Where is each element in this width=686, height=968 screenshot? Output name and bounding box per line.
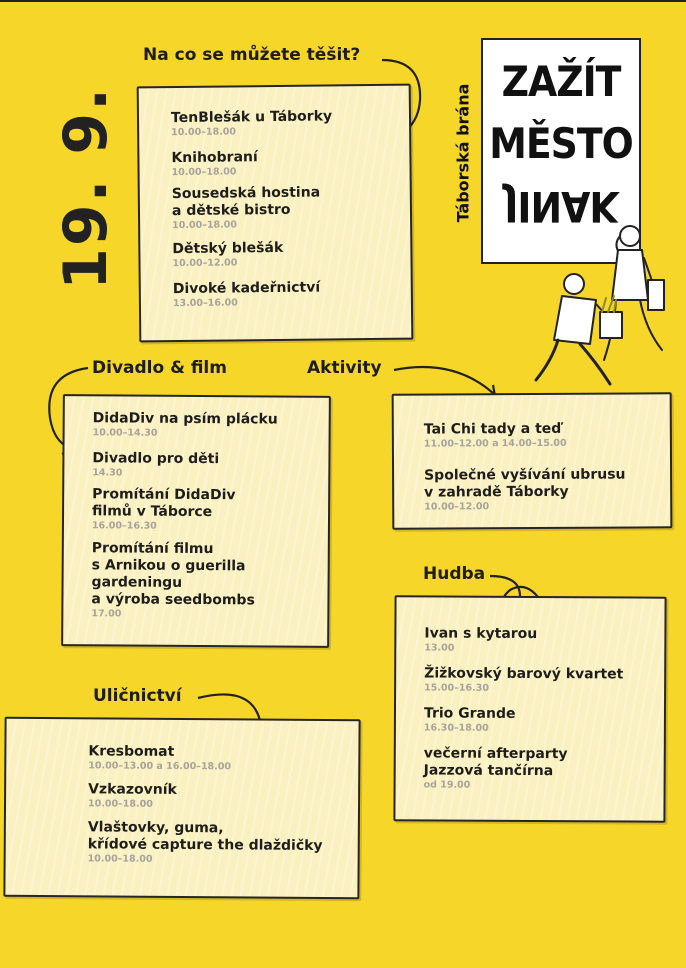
event-title: Divoké kadeřnictví [172, 279, 321, 298]
event-title: Promítání DidaDiv filmů v Táborce [92, 486, 236, 521]
event-time: 11.00–12.00 a 14.00–15.00 [423, 437, 567, 450]
brand-line-3: JINAK [504, 182, 618, 231]
event-title: Promítání filmu s Arnikou o guerilla gardeningu a výroba seedbombs [91, 540, 255, 609]
brand-line-2: MĚSTO [489, 119, 633, 168]
event-title: Sousedská hostina a dětské bistro [171, 184, 321, 220]
list-item [424, 421, 567, 450]
brand-line-1: ZAŽÍT [501, 57, 621, 106]
list-item [91, 540, 255, 620]
list-item [93, 410, 278, 439]
list-item [171, 149, 258, 178]
brand-side-text: Táborská brána [453, 83, 473, 223]
event-time: 14.30 [92, 467, 123, 479]
list-item [92, 450, 219, 479]
event-time: 10.00–12.00 [172, 257, 238, 270]
event-time: 16.30–18.00 [423, 722, 489, 734]
activities-heading: Aktivity [307, 358, 382, 378]
theatre-heading: Divadlo & film [92, 358, 227, 378]
list-item [424, 467, 626, 513]
list-item [172, 240, 283, 269]
event-title: DidaDiv na psím plácku [92, 410, 278, 428]
street-box [3, 717, 360, 899]
list-item [171, 108, 332, 138]
list-item [88, 819, 323, 866]
intro-heading: Na co se můžete těšit? [143, 45, 361, 65]
event-time: 13.00 [424, 642, 455, 654]
list-item [88, 781, 177, 810]
list-item [173, 280, 321, 310]
music-box [393, 595, 666, 822]
event-time: od 19.00 [423, 779, 471, 791]
event-title: Dětský blešák [172, 239, 284, 258]
event-time: 13.00–16.00 [172, 297, 238, 310]
event-title: Vzkazovník [88, 781, 177, 798]
street-heading: Uličnictví [93, 686, 182, 706]
top-border [0, 0, 686, 2]
list-item [424, 745, 568, 791]
event-time: 10.00–18.00 [171, 166, 237, 179]
event-time: 10.00–18.00 [171, 126, 237, 139]
list-item [172, 185, 321, 232]
event-time: 10.00–18.00 [87, 798, 153, 810]
event-title: večerní afterparty Jazzová tančírna [423, 745, 568, 780]
event-time: 10.00–18.00 [87, 853, 153, 865]
event-time: 16.00–16.30 [91, 520, 157, 532]
activities-box [392, 392, 673, 529]
event-title: Knihobraní [171, 149, 258, 167]
event-title: Žižkovský barový kvartet [424, 665, 624, 683]
event-time: 17.00 [91, 608, 122, 620]
list-item [424, 665, 623, 694]
list-item [424, 705, 516, 733]
event-title: Tai Chi tady a teď [423, 420, 562, 438]
event-time: 10.00–18.00 [172, 219, 238, 232]
intro-box [137, 84, 414, 343]
event-title: Trio Grande [423, 705, 516, 722]
event-title: Divadlo pro děti [92, 450, 220, 468]
people-illustration [540, 218, 670, 398]
list-item [424, 625, 537, 654]
music-heading: Hudba [423, 564, 486, 584]
list-item [92, 486, 236, 532]
event-time: 15.00–16.30 [424, 682, 489, 694]
event-title: Ivan s kytarou [424, 625, 538, 643]
event-title: Společné vyšívání ubrusu v zahradě Táborky [424, 466, 626, 501]
event-time: 10.00–12.00 [424, 501, 490, 513]
event-time: 10.00–13.00 a 16.00–18.00 [88, 760, 232, 773]
event-date: 19. 9. [51, 86, 121, 290]
event-title: Vlaštovky, guma, křídové capture the dlaždičky [87, 819, 323, 854]
event-title: TenBlešák u Táborky [170, 108, 333, 127]
event-title: Kresbomat [88, 743, 175, 760]
list-item [88, 743, 231, 772]
theatre-box [61, 394, 331, 648]
event-time: 10.00–14.30 [92, 427, 158, 439]
